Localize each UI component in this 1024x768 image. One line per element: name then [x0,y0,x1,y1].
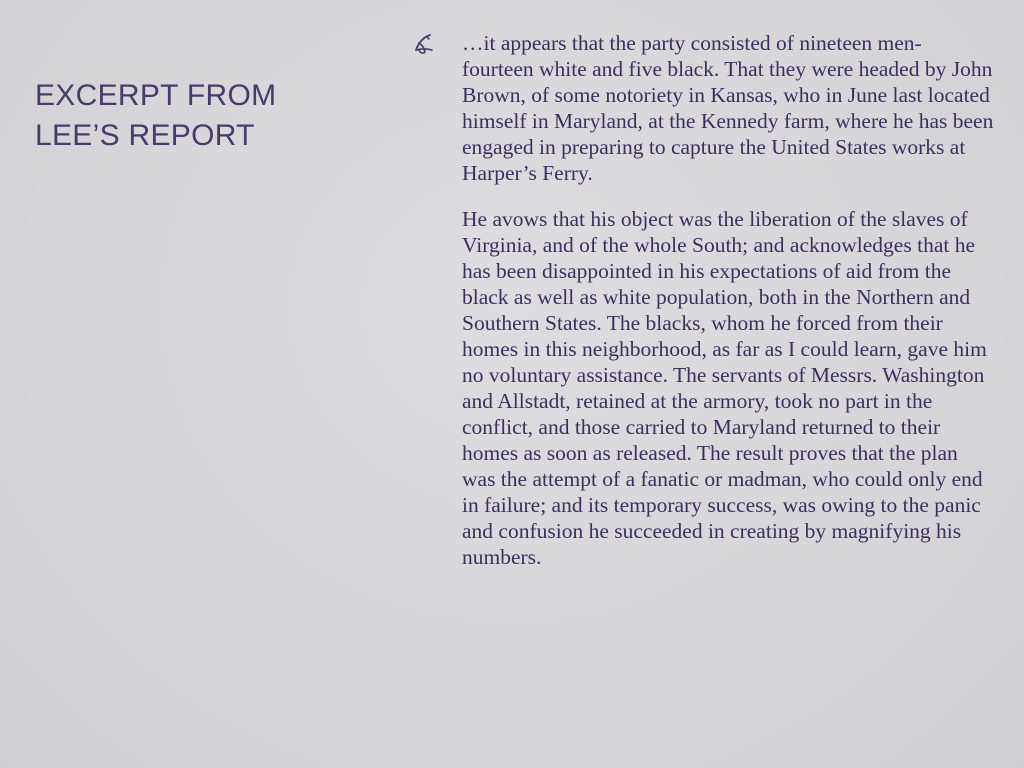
slide-title [35,76,335,156]
excerpt-paragraph-2: He avows that his object was the liberation of the slaves of Virginia, and of the whole South; and acknowledges that he has been disappointed in his expectations of aid from the black as well as white population, both in the Northern and Southern States. The blacks, whom he forced from their homes in this neighborhood, as far as I could learn, gave him no voluntary assistance. The servants of Messrs. Washington and Allstadt, retained at the armory, took no part in the conflict, and those carried to Maryland returned to their homes as soon as released. The result proves that the plan was the attempt of a fanatic or madman, who could only end in failure; and its temporary success, was owing to the panic and confusion he succeeded in creating by magnifying his numbers. [462,207,987,569]
slide-title-line-1: EXCERPT FROM [35,79,277,112]
excerpt-paragraph-1: …it appears that the party consisted of nineteen men- fourteen white and five black. That they were headed by John Brown, of some notoriety in Kansas, who in June last located himself in Maryland, at the Kennedy farm, where he has been engaged in preparing to capture the United States works at Harper’s Ferry. [462,31,994,185]
excerpt-body [462,30,994,570]
slide-title-line-2: LEE’S REPORT [35,119,255,152]
fleuron-bullet-icon [410,30,438,58]
